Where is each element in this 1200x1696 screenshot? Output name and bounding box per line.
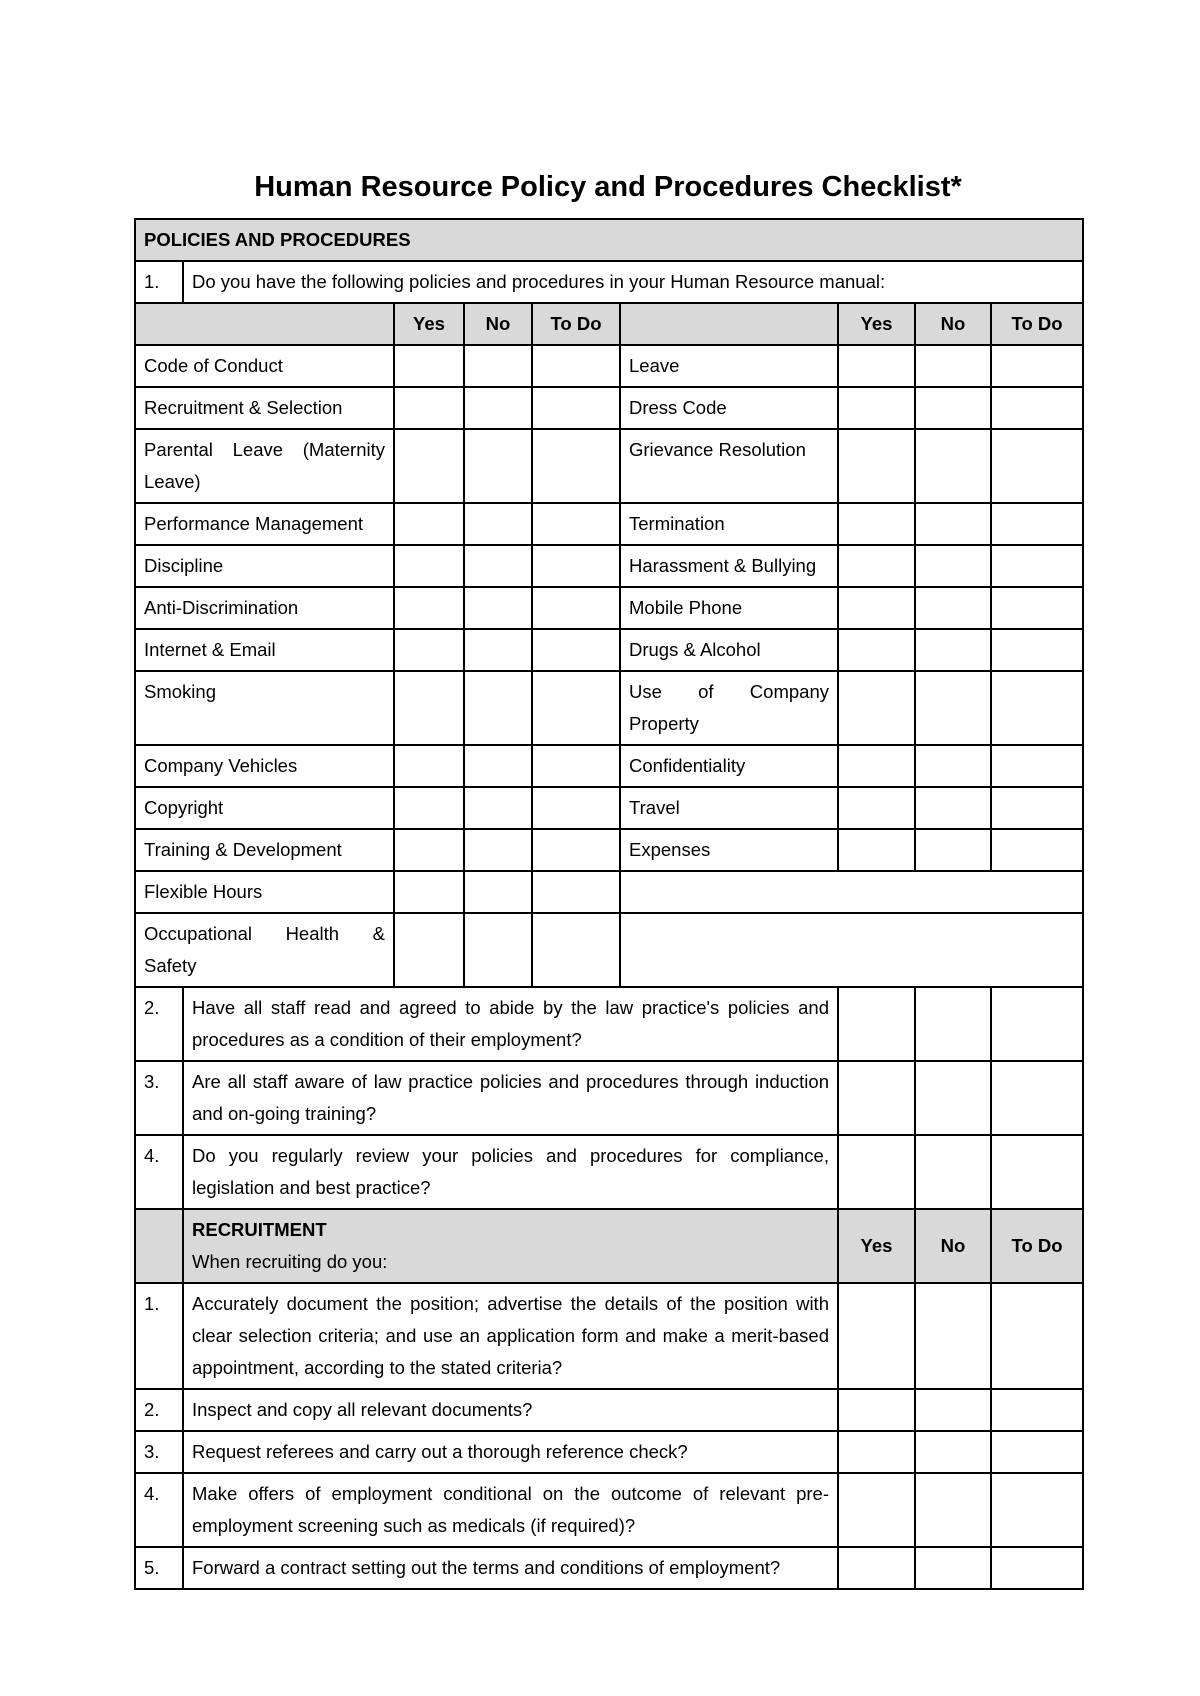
column-header-row bbox=[135, 303, 1083, 345]
policy-name: Use of Company Property bbox=[620, 671, 838, 745]
checkbox-no[interactable] bbox=[915, 429, 991, 503]
section-heading-cell bbox=[183, 1209, 838, 1283]
col-no: No bbox=[915, 1209, 991, 1283]
policy-name: Grievance Resolution bbox=[620, 429, 838, 503]
checklist-sheet bbox=[134, 218, 1082, 1590]
policy-row bbox=[135, 429, 1083, 503]
checkbox-no[interactable] bbox=[464, 829, 532, 871]
policies-table bbox=[134, 218, 1084, 1590]
empty-cell bbox=[620, 913, 1083, 987]
checkbox-todo[interactable] bbox=[532, 503, 620, 545]
policy-name: Expenses bbox=[620, 829, 838, 871]
policy-row bbox=[135, 787, 1083, 829]
checkbox-todo[interactable] bbox=[532, 587, 620, 629]
policy-name: Code of Conduct bbox=[135, 345, 394, 387]
checkbox-no[interactable] bbox=[915, 1473, 991, 1547]
question-number: 1. bbox=[135, 1283, 183, 1389]
checkbox-yes[interactable] bbox=[838, 503, 915, 545]
policy-name: Harassment & Bullying bbox=[620, 545, 838, 587]
question-text: Accurately document the position; advertise the details of the position with clear selection criteria; and use an application form and make a merit-based appointment, according to the stated criteria? bbox=[183, 1283, 838, 1389]
col-yes: Yes bbox=[838, 1209, 915, 1283]
checkbox-yes[interactable] bbox=[394, 545, 464, 587]
header-blank bbox=[135, 303, 394, 345]
checkbox-yes[interactable] bbox=[838, 545, 915, 587]
policy-row bbox=[135, 345, 1083, 387]
checkbox-todo[interactable] bbox=[991, 787, 1083, 829]
checkbox-yes[interactable] bbox=[838, 745, 915, 787]
checkbox-todo[interactable] bbox=[991, 987, 1083, 1061]
checkbox-no[interactable] bbox=[915, 503, 991, 545]
checkbox-todo[interactable] bbox=[991, 671, 1083, 745]
checkbox-todo[interactable] bbox=[991, 829, 1083, 871]
checkbox-yes[interactable] bbox=[394, 913, 464, 987]
checkbox-no[interactable] bbox=[915, 1135, 991, 1209]
checkbox-todo[interactable] bbox=[532, 913, 620, 987]
checkbox-no[interactable] bbox=[464, 787, 532, 829]
checkbox-yes[interactable] bbox=[394, 829, 464, 871]
policy-name: Travel bbox=[620, 787, 838, 829]
page-title: Human Resource Policy and Procedures Checklist* bbox=[254, 171, 962, 203]
checkbox-todo[interactable] bbox=[991, 1431, 1083, 1473]
checkbox-todo[interactable] bbox=[991, 1389, 1083, 1431]
checkbox-yes[interactable] bbox=[838, 1135, 915, 1209]
checkbox-yes[interactable] bbox=[838, 829, 915, 871]
question-text: Forward a contract setting out the terms and conditions of employment? bbox=[183, 1547, 838, 1589]
policy-name: Performance Management bbox=[135, 503, 394, 545]
checkbox-no[interactable] bbox=[464, 345, 532, 387]
question-row bbox=[135, 1431, 1083, 1473]
policy-name: Internet & Email bbox=[135, 629, 394, 671]
checkbox-todo[interactable] bbox=[532, 429, 620, 503]
checkbox-todo[interactable] bbox=[532, 787, 620, 829]
checkbox-yes[interactable] bbox=[838, 629, 915, 671]
question-row bbox=[135, 1389, 1083, 1431]
question-row bbox=[135, 987, 1083, 1061]
checkbox-no[interactable] bbox=[464, 871, 532, 913]
checkbox-yes[interactable] bbox=[394, 587, 464, 629]
policy-row bbox=[135, 587, 1083, 629]
checkbox-no[interactable] bbox=[915, 671, 991, 745]
checkbox-todo[interactable] bbox=[532, 745, 620, 787]
checkbox-todo[interactable] bbox=[991, 387, 1083, 429]
checkbox-yes[interactable] bbox=[838, 1431, 915, 1473]
question-number: 2. bbox=[135, 987, 183, 1061]
question-text: Make offers of employment conditional on the outcome of relevant pre-employment screening such as medicals (if required)? bbox=[183, 1473, 838, 1547]
checkbox-no[interactable] bbox=[915, 345, 991, 387]
question-number: 4. bbox=[135, 1135, 183, 1209]
section-heading: POLICIES AND PROCEDURES bbox=[135, 219, 1083, 261]
checkbox-no[interactable] bbox=[915, 829, 991, 871]
checkbox-yes[interactable] bbox=[838, 1061, 915, 1135]
policy-row bbox=[135, 503, 1083, 545]
checkbox-todo[interactable] bbox=[991, 1061, 1083, 1135]
checkbox-no[interactable] bbox=[464, 503, 532, 545]
checkbox-yes[interactable] bbox=[838, 1473, 915, 1547]
checkbox-todo[interactable] bbox=[532, 629, 620, 671]
policy-row bbox=[135, 545, 1083, 587]
policy-row bbox=[135, 387, 1083, 429]
question-row bbox=[135, 1547, 1083, 1589]
question-text: Do you regularly review your policies and procedures for compliance, legislation and best practice? bbox=[183, 1135, 838, 1209]
checkbox-no[interactable] bbox=[915, 1283, 991, 1389]
checkbox-todo[interactable] bbox=[991, 745, 1083, 787]
checkbox-no[interactable] bbox=[464, 429, 532, 503]
policy-name: Drugs & Alcohol bbox=[620, 629, 838, 671]
policy-row bbox=[135, 871, 1083, 913]
col-no: No bbox=[464, 303, 532, 345]
question-number: 2. bbox=[135, 1389, 183, 1431]
checkbox-no[interactable] bbox=[464, 671, 532, 745]
question-number: 4. bbox=[135, 1473, 183, 1547]
question-text: Inspect and copy all relevant documents? bbox=[183, 1389, 838, 1431]
checkbox-yes[interactable] bbox=[838, 345, 915, 387]
policy-row bbox=[135, 829, 1083, 871]
checkbox-no[interactable] bbox=[915, 745, 991, 787]
policy-name: Copyright bbox=[135, 787, 394, 829]
policy-row bbox=[135, 913, 1083, 987]
section-subheading: When recruiting do you: bbox=[192, 1251, 388, 1272]
checkbox-yes[interactable] bbox=[394, 345, 464, 387]
question-text: Have all staff read and agreed to abide by the law practice's policies and procedures as a condition of their employment? bbox=[183, 987, 838, 1061]
checkbox-yes[interactable] bbox=[838, 1283, 915, 1389]
checkbox-yes[interactable] bbox=[394, 745, 464, 787]
empty-cell bbox=[620, 871, 1083, 913]
checkbox-no[interactable] bbox=[915, 1389, 991, 1431]
section-heading-row bbox=[135, 219, 1083, 261]
checkbox-todo[interactable] bbox=[991, 345, 1083, 387]
checkbox-todo[interactable] bbox=[532, 829, 620, 871]
question-row bbox=[135, 1135, 1083, 1209]
checkbox-todo[interactable] bbox=[991, 1547, 1083, 1589]
checkbox-no[interactable] bbox=[915, 387, 991, 429]
question-row bbox=[135, 1283, 1083, 1389]
checkbox-no[interactable] bbox=[915, 1061, 991, 1135]
col-todo: To Do bbox=[991, 1209, 1083, 1283]
col-no: No bbox=[915, 303, 991, 345]
question-number: 3. bbox=[135, 1431, 183, 1473]
policy-row bbox=[135, 745, 1083, 787]
policy-name: Leave bbox=[620, 345, 838, 387]
checkbox-yes[interactable] bbox=[838, 387, 915, 429]
checkbox-yes[interactable] bbox=[394, 429, 464, 503]
checkbox-yes[interactable] bbox=[838, 671, 915, 745]
col-yes: Yes bbox=[838, 303, 915, 345]
checkbox-todo[interactable] bbox=[532, 671, 620, 745]
checkbox-yes[interactable] bbox=[394, 787, 464, 829]
checkbox-no[interactable] bbox=[464, 629, 532, 671]
checkbox-no[interactable] bbox=[915, 787, 991, 829]
question-text: Are all staff aware of law practice policies and procedures through induction and on-going training? bbox=[183, 1061, 838, 1135]
checkbox-todo[interactable] bbox=[532, 387, 620, 429]
policy-name: Confidentiality bbox=[620, 745, 838, 787]
checkbox-todo[interactable] bbox=[532, 545, 620, 587]
col-todo: To Do bbox=[532, 303, 620, 345]
col-yes: Yes bbox=[394, 303, 464, 345]
checkbox-yes[interactable] bbox=[838, 429, 915, 503]
question-text: Do you have the following policies and procedures in your Human Resource manual: bbox=[183, 261, 1083, 303]
checkbox-no[interactable] bbox=[915, 629, 991, 671]
checkbox-no[interactable] bbox=[464, 387, 532, 429]
checkbox-no[interactable] bbox=[464, 913, 532, 987]
question-row bbox=[135, 261, 1083, 303]
policy-name: Anti-Discrimination bbox=[135, 587, 394, 629]
policy-name: Mobile Phone bbox=[620, 587, 838, 629]
checkbox-yes[interactable] bbox=[394, 671, 464, 745]
checkbox-yes[interactable] bbox=[838, 787, 915, 829]
question-number: 1. bbox=[135, 261, 183, 303]
policy-name: Discipline bbox=[135, 545, 394, 587]
section-heading-row bbox=[135, 1209, 1083, 1283]
checkbox-todo[interactable] bbox=[991, 629, 1083, 671]
policy-name: Recruitment & Selection bbox=[135, 387, 394, 429]
checkbox-yes[interactable] bbox=[838, 1389, 915, 1431]
checkbox-todo[interactable] bbox=[991, 1473, 1083, 1547]
checkbox-no[interactable] bbox=[464, 745, 532, 787]
question-number: 5. bbox=[135, 1547, 183, 1589]
checkbox-no[interactable] bbox=[464, 545, 532, 587]
question-text: Request referees and carry out a thorough reference check? bbox=[183, 1431, 838, 1473]
checkbox-todo[interactable] bbox=[991, 1135, 1083, 1209]
checkbox-yes[interactable] bbox=[838, 587, 915, 629]
checkbox-todo[interactable] bbox=[991, 545, 1083, 587]
checkbox-yes[interactable] bbox=[394, 387, 464, 429]
col-todo: To Do bbox=[991, 303, 1083, 345]
policy-name: Smoking bbox=[135, 671, 394, 745]
policy-row bbox=[135, 671, 1083, 745]
checkbox-todo[interactable] bbox=[532, 345, 620, 387]
checkbox-yes[interactable] bbox=[838, 1547, 915, 1589]
policy-name: Training & Development bbox=[135, 829, 394, 871]
policy-name: Dress Code bbox=[620, 387, 838, 429]
header-blank bbox=[135, 1209, 183, 1283]
checkbox-no[interactable] bbox=[915, 545, 991, 587]
checkbox-yes[interactable] bbox=[394, 871, 464, 913]
checkbox-yes[interactable] bbox=[394, 503, 464, 545]
question-row bbox=[135, 1473, 1083, 1547]
policy-name: Company Vehicles bbox=[135, 745, 394, 787]
checkbox-todo[interactable] bbox=[991, 429, 1083, 503]
checkbox-yes[interactable] bbox=[838, 987, 915, 1061]
checkbox-no[interactable] bbox=[464, 587, 532, 629]
policy-name: Termination bbox=[620, 503, 838, 545]
checkbox-todo[interactable] bbox=[991, 503, 1083, 545]
checkbox-yes[interactable] bbox=[394, 629, 464, 671]
checkbox-todo[interactable] bbox=[532, 871, 620, 913]
header-blank bbox=[620, 303, 838, 345]
section-heading: RECRUITMENT bbox=[192, 1219, 327, 1240]
checkbox-no[interactable] bbox=[915, 1547, 991, 1589]
question-row bbox=[135, 1061, 1083, 1135]
checkbox-todo[interactable] bbox=[991, 587, 1083, 629]
checkbox-no[interactable] bbox=[915, 587, 991, 629]
checkbox-todo[interactable] bbox=[991, 1283, 1083, 1389]
checkbox-no[interactable] bbox=[915, 1431, 991, 1473]
policy-row bbox=[135, 629, 1083, 671]
question-number: 3. bbox=[135, 1061, 183, 1135]
policy-name: Flexible Hours bbox=[135, 871, 394, 913]
checkbox-no[interactable] bbox=[915, 987, 991, 1061]
policy-name: Occupational Health & Safety bbox=[135, 913, 394, 987]
policy-name: Parental Leave (Maternity Leave) bbox=[135, 429, 394, 503]
